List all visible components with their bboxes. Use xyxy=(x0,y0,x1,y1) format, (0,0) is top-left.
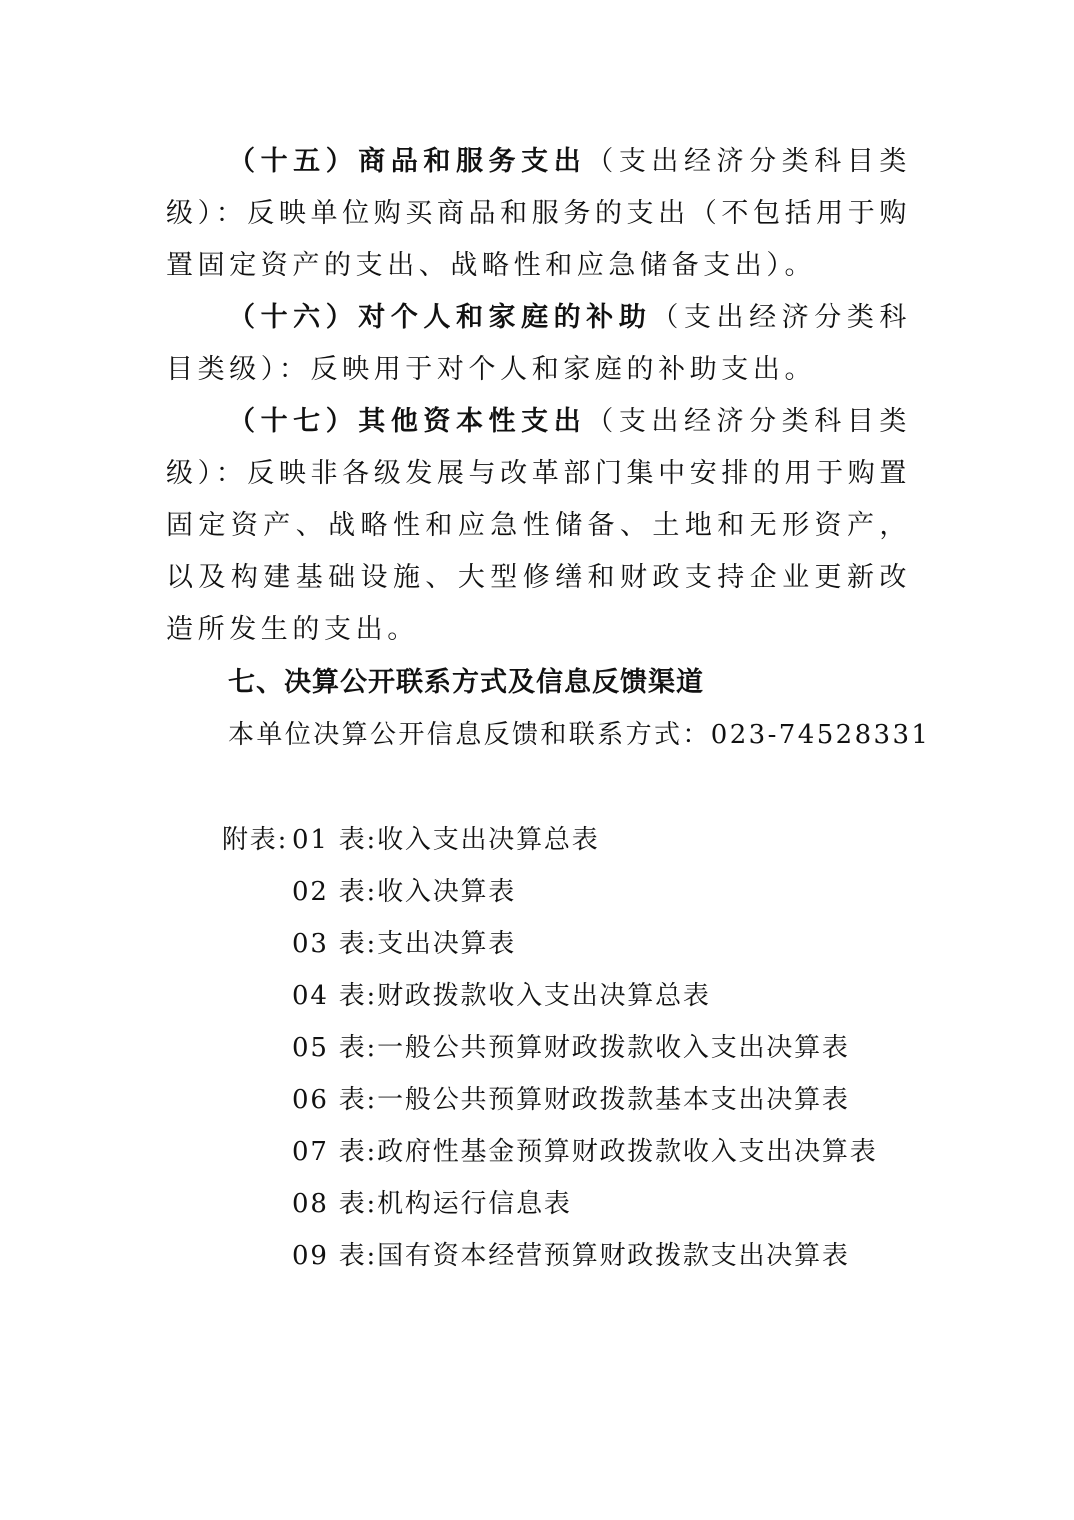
annex-item xyxy=(222,1230,878,1282)
annex-item-text: 08 表:机构运行信息表 xyxy=(292,1189,572,1219)
annex-item-text: 02 表:收入决算表 xyxy=(292,877,517,907)
annex-item-text: 09 表:国有资本经营预算财政拨款支出决算表 xyxy=(292,1241,850,1271)
annex-prefix: 附表: xyxy=(222,825,289,855)
annex-item-text: 03 表:支出决算表 xyxy=(292,929,517,959)
term-description: （支出经济分类科目类级）：反映用于对个人和家庭的补助支出。 xyxy=(166,302,911,385)
annex-item xyxy=(222,1074,878,1126)
section-heading: 七、决算公开联系方式及信息反馈渠道 xyxy=(228,667,704,698)
contact-line: 本单位决算公开信息反馈和联系方式：023-74528331 xyxy=(228,720,931,750)
annex-item-text: 04 表:财政拨款收入支出决算总表 xyxy=(292,981,711,1011)
term-label: （十五）商品和服务支出 xyxy=(228,146,587,177)
paragraph-other-capital xyxy=(166,396,911,656)
annex-item xyxy=(222,814,878,866)
annex-list xyxy=(222,814,878,1282)
term-description: （支出经济分类科目类级）：反映非各级发展与改革部门集中安排的用于购置固定资产、战略性和应急性储备、土地和无形资产，以及构建基础设施、大型修缮和财政支持企业更新改造所发生的支出。 xyxy=(166,406,911,645)
annex-item-text: 06 表:一般公共预算财政拨款基本支出决算表 xyxy=(292,1085,850,1115)
annex-item-text: 05 表:一般公共预算财政拨款收入支出决算表 xyxy=(292,1033,850,1063)
annex-item xyxy=(222,1022,878,1074)
annex-item-text: 01 表:收入支出决算总表 xyxy=(292,825,600,855)
annex-item xyxy=(222,1178,878,1230)
annex-item-text: 07 表:政府性基金预算财政拨款收入支出决算表 xyxy=(292,1137,878,1167)
paragraph-commodity-services xyxy=(166,136,911,292)
term-label: （十六）对个人和家庭的补助 xyxy=(228,302,652,333)
paragraph-household-subsidy xyxy=(166,292,911,396)
annex-item xyxy=(222,1126,878,1178)
annex-item xyxy=(222,866,878,918)
term-description: （支出经济分类科目类级）：反映单位购买商品和服务的支出（不包括用于购置固定资产的支出、战略性和应急储备支出）。 xyxy=(166,146,911,281)
annex-item xyxy=(222,918,878,970)
term-label: （十七）其他资本性支出 xyxy=(228,406,587,437)
annex-item xyxy=(222,970,878,1022)
